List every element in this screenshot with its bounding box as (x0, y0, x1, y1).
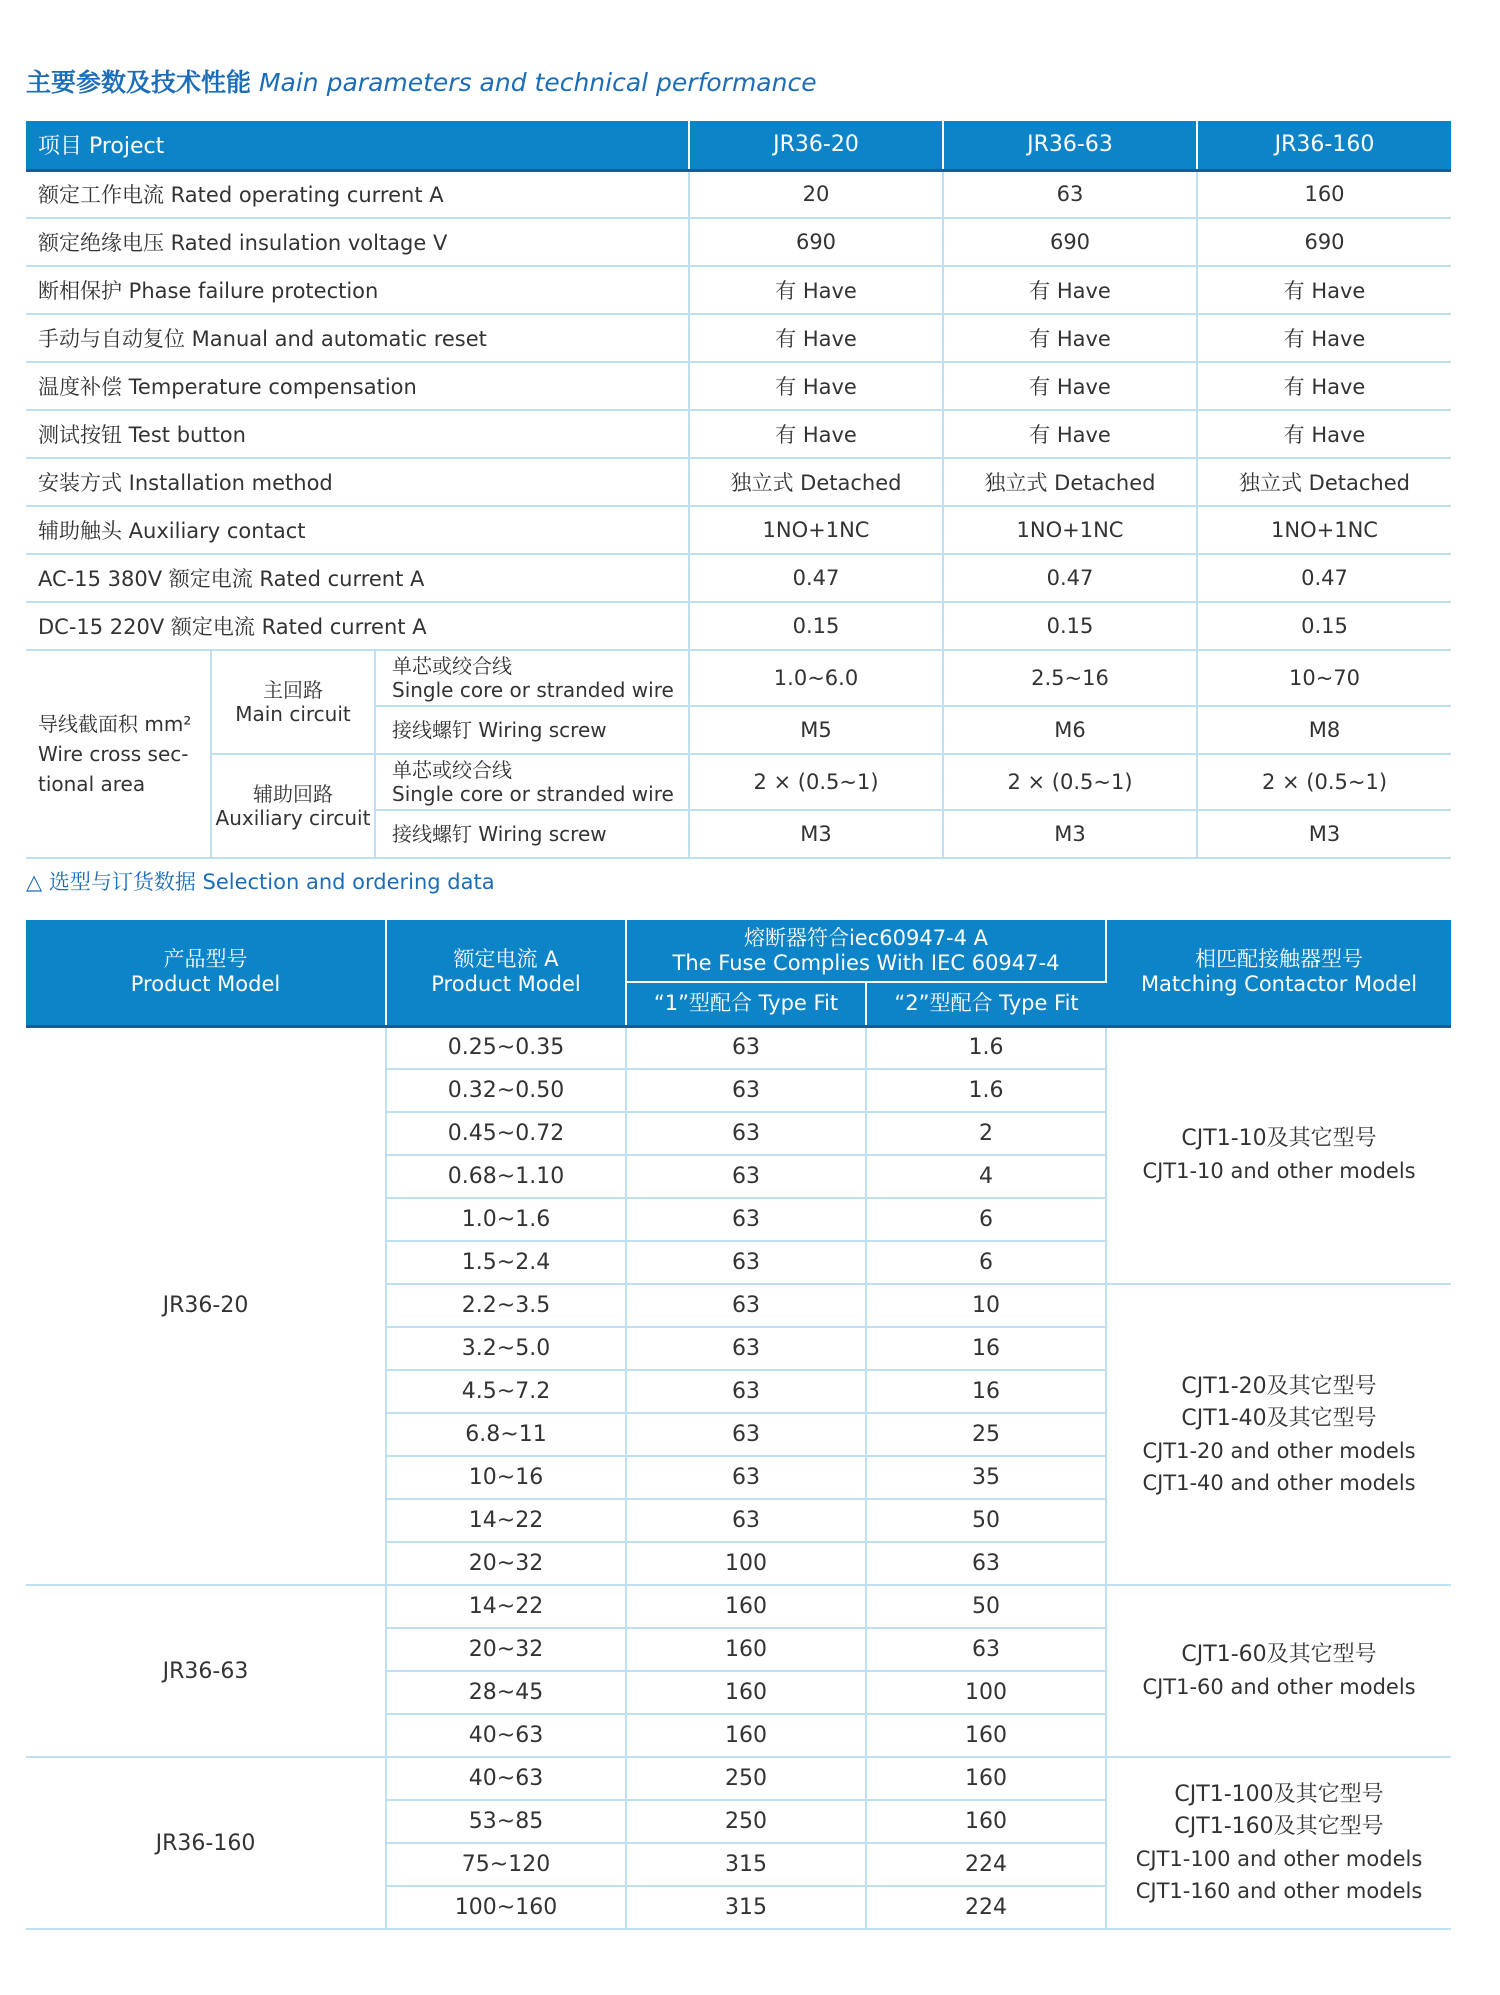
parameter-label: AC-15 380V 额定电流 Rated current A (26, 554, 689, 602)
header-matching-contactor (1106, 920, 1451, 1026)
type2-fuse-cell: 35 (866, 1456, 1106, 1499)
parameter-value: 690 (689, 218, 943, 266)
header-jr36-20: JR36-20 (689, 121, 943, 170)
type1-fuse-cell: 63 (626, 1327, 866, 1370)
type1-fuse-cell: 63 (626, 1370, 866, 1413)
wiring-screw-label: 接线螺钉 Wiring screw (375, 706, 689, 754)
rated-current-cell: 2.2~3.5 (386, 1284, 626, 1327)
parameter-label: 辅助触头 Auxiliary contact (26, 506, 689, 554)
parameter-value: 0.47 (689, 554, 943, 602)
header-jr36-63: JR36-63 (943, 121, 1197, 170)
parameter-value: 有 Have (943, 314, 1197, 362)
type2-fuse-cell: 160 (866, 1714, 1106, 1757)
type2-fuse-cell: 1.6 (866, 1069, 1106, 1112)
parameter-value: 独立式 Detached (689, 458, 943, 506)
type1-fuse-cell: 63 (626, 1284, 866, 1327)
header-product-model (26, 920, 386, 1026)
type2-fuse-cell: 63 (866, 1542, 1106, 1585)
parameter-row (26, 458, 1451, 506)
main-circuit-label (211, 650, 375, 754)
parameter-label: 测试按钮 Test button (26, 410, 689, 458)
rated-current-cell: 1.5~2.4 (386, 1241, 626, 1284)
matching-contactor-line: CJT1-20及其它型号 (1181, 1373, 1377, 1399)
single-core-label (375, 754, 689, 810)
type1-fuse-cell: 63 (626, 1198, 866, 1241)
type1-fuse-cell: 160 (626, 1714, 866, 1757)
rated-current-cell: 10~16 (386, 1456, 626, 1499)
parameter-row (26, 554, 1451, 602)
type2-fuse-cell: 50 (866, 1585, 1106, 1628)
type2-fuse-cell: 16 (866, 1327, 1106, 1370)
aux-circuit-cn: 辅助回路 (253, 782, 333, 806)
type1-fuse-cell: 63 (626, 1499, 866, 1542)
header-product-model-en: Product Model (130, 972, 281, 997)
type2-fuse-cell: 100 (866, 1671, 1106, 1714)
type2-fuse-cell: 10 (866, 1284, 1106, 1327)
parameter-value: 0.15 (689, 602, 943, 650)
header-project: 项目 Project (26, 121, 689, 170)
parameter-label: 额定工作电流 Rated operating current A (26, 170, 689, 218)
section-title (26, 66, 817, 100)
matching-contactor-line: CJT1-60及其它型号 (1181, 1642, 1377, 1667)
wire-value: M6 (943, 706, 1197, 754)
rated-current-cell: 14~22 (386, 1585, 626, 1628)
parameter-value: 有 Have (689, 266, 943, 314)
type1-fuse-cell: 315 (626, 1843, 866, 1886)
type2-fuse-cell: 6 (866, 1198, 1106, 1241)
type2-fuse-cell: 160 (866, 1757, 1106, 1800)
parameter-value: 有 Have (943, 410, 1197, 458)
type1-fuse-cell: 315 (626, 1886, 866, 1929)
rated-current-cell: 20~32 (386, 1628, 626, 1671)
matching-contactor-line: CJT1-10 and other models (1142, 1159, 1416, 1184)
aux-circuit-label (211, 754, 375, 858)
wire-value: M5 (689, 706, 943, 754)
parameter-row (26, 506, 1451, 554)
wire-label-en2: tional area (38, 772, 146, 796)
parameter-value: 1NO+1NC (1197, 506, 1451, 554)
rated-current-cell: 6.8~11 (386, 1413, 626, 1456)
single-core-cn: 单芯或绞合线 (392, 758, 512, 782)
parameter-label: 额定绝缘电压 Rated insulation voltage V (26, 218, 689, 266)
main-circuit-en: Main circuit (235, 702, 351, 726)
parameter-value: 有 Have (1197, 362, 1451, 410)
wire-value: 2.5~16 (943, 650, 1197, 706)
wire-value: 2 × (0.5~1) (1197, 754, 1451, 810)
type1-fuse-cell: 250 (626, 1800, 866, 1843)
type1-fuse-cell: 63 (626, 1413, 866, 1456)
parameter-row (26, 314, 1451, 362)
type2-fuse-cell: 224 (866, 1886, 1106, 1929)
parameter-value: 独立式 Detached (1197, 458, 1451, 506)
single-core-en: Single core or stranded wire (392, 678, 674, 702)
type1-fuse-cell: 63 (626, 1026, 866, 1069)
wire-cross-section-label (26, 650, 211, 858)
parameter-value: 有 Have (1197, 410, 1451, 458)
rated-current-cell: 0.45~0.72 (386, 1112, 626, 1155)
ordering-header-row (26, 920, 1451, 982)
parameter-value: 有 Have (943, 362, 1197, 410)
matching-contactor-line: CJT1-10及其它型号 (1181, 1126, 1377, 1152)
product-model-cell: JR36-63 (26, 1585, 386, 1757)
parameter-value: 独立式 Detached (943, 458, 1197, 506)
parameter-value: 有 Have (689, 314, 943, 362)
rated-current-cell: 53~85 (386, 1800, 626, 1843)
parameter-value: 160 (1197, 170, 1451, 218)
parameter-value: 有 Have (1197, 266, 1451, 314)
parameter-value: 690 (1197, 218, 1451, 266)
type2-fuse-cell: 50 (866, 1499, 1106, 1542)
rated-current-cell: 20~32 (386, 1542, 626, 1585)
parameter-value: 0.47 (943, 554, 1197, 602)
parameter-row (26, 362, 1451, 410)
type1-fuse-cell: 63 (626, 1069, 866, 1112)
type1-fuse-cell: 100 (626, 1542, 866, 1585)
header-fuse (626, 920, 1106, 982)
matching-contactor-line: CJT1-60 and other models (1142, 1675, 1416, 1699)
parameter-value: 1NO+1NC (943, 506, 1197, 554)
rated-current-cell: 28~45 (386, 1671, 626, 1714)
parameter-value: 有 Have (689, 410, 943, 458)
parameters-header-row (26, 121, 1451, 170)
type1-fuse-cell: 160 (626, 1628, 866, 1671)
parameter-row (26, 218, 1451, 266)
header-fuse-cn: 熔断器符合iec60947-4 A (743, 925, 989, 950)
parameter-value: 有 Have (689, 362, 943, 410)
matching-contactor-cell (1106, 1026, 1451, 1284)
type2-fuse-cell: 16 (866, 1370, 1106, 1413)
matching-contactor-line: CJT1-20 and other models (1142, 1438, 1416, 1463)
header-type2-fit: “2”型配合 Type Fit (866, 982, 1106, 1026)
parameters-table (26, 121, 1451, 859)
ordering-row (26, 1757, 1451, 1800)
section-title-cn: 主要参数及技术性能 (26, 68, 252, 97)
single-core-label (375, 650, 689, 706)
wiring-screw-label: 接线螺钉 Wiring screw (375, 810, 689, 858)
matching-contactor-line: CJT1-100及其它型号 (1174, 1782, 1384, 1807)
header-fuse-en: The Fuse Complies With IEC 60947-4 (672, 950, 1060, 975)
wire-label-en1: Wire cross sec- (38, 742, 189, 766)
parameter-value: 63 (943, 170, 1197, 218)
parameter-label: DC-15 220V 额定电流 Rated current A (26, 602, 689, 650)
parameter-label: 手动与自动复位 Manual and automatic reset (26, 314, 689, 362)
selection-title: △ 选型与订货数据 Selection and ordering data (26, 870, 495, 894)
wire-value: M3 (943, 810, 1197, 858)
wire-value: 2 × (0.5~1) (943, 754, 1197, 810)
rated-current-cell: 0.25~0.35 (386, 1026, 626, 1069)
parameter-label: 安装方式 Installation method (26, 458, 689, 506)
rated-current-cell: 75~120 (386, 1843, 626, 1886)
type1-fuse-cell: 160 (626, 1585, 866, 1628)
parameter-value: 有 Have (1197, 314, 1451, 362)
main-circuit-cn: 主回路 (263, 678, 323, 702)
type2-fuse-cell: 6 (866, 1241, 1106, 1284)
rated-current-cell: 100~160 (386, 1886, 626, 1929)
type2-fuse-cell: 1.6 (866, 1026, 1106, 1069)
parameter-value: 0.15 (1197, 602, 1451, 650)
matching-contactor-line: CJT1-160 and other models (1135, 1879, 1423, 1903)
type2-fuse-cell: 63 (866, 1628, 1106, 1671)
header-product-model-cn: 产品型号 (163, 947, 248, 972)
matching-contactor-cell (1106, 1284, 1451, 1585)
product-model-cell: JR36-20 (26, 1026, 386, 1585)
header-matching-en: Matching Contactor Model (1140, 972, 1418, 997)
matching-contactor-line: CJT1-40 and other models (1142, 1470, 1416, 1495)
product-model-cell: JR36-160 (26, 1757, 386, 1929)
wire-value: M3 (1197, 810, 1451, 858)
type2-fuse-cell: 2 (866, 1112, 1106, 1155)
section-title-en: Main parameters and technical performance (258, 68, 817, 97)
parameter-value: 20 (689, 170, 943, 218)
rated-current-cell: 14~22 (386, 1499, 626, 1542)
rated-current-cell: 3.2~5.0 (386, 1327, 626, 1370)
wire-row (26, 754, 1451, 810)
wire-value: 10~70 (1197, 650, 1451, 706)
wire-row (26, 650, 1451, 706)
parameter-value: 有 Have (943, 266, 1197, 314)
rated-current-cell: 1.0~1.6 (386, 1198, 626, 1241)
rated-current-cell: 40~63 (386, 1757, 626, 1800)
rated-current-cell: 40~63 (386, 1714, 626, 1757)
rated-current-cell: 4.5~7.2 (386, 1370, 626, 1413)
matching-contactor-cell (1106, 1585, 1451, 1757)
type1-fuse-cell: 63 (626, 1241, 866, 1284)
parameter-row (26, 266, 1451, 314)
type1-fuse-cell: 63 (626, 1112, 866, 1155)
wire-label-cn: 导线截面积 mm² (38, 712, 192, 736)
type2-fuse-cell: 160 (866, 1800, 1106, 1843)
type1-fuse-cell: 63 (626, 1456, 866, 1499)
parameter-row (26, 410, 1451, 458)
parameter-value: 0.15 (943, 602, 1197, 650)
parameter-row (26, 170, 1451, 218)
ordering-table (26, 920, 1451, 1930)
header-rated-current-en: Product Model (431, 972, 581, 997)
matching-contactor-cell (1106, 1757, 1451, 1929)
matching-contactor-line: CJT1-100 and other models (1135, 1847, 1423, 1871)
rated-current-cell: 0.32~0.50 (386, 1069, 626, 1112)
header-rated-current-cn: 额定电流 A (453, 947, 559, 972)
wire-value: M3 (689, 810, 943, 858)
ordering-row (26, 1585, 1451, 1628)
header-type1-fit: “1”型配合 Type Fit (626, 982, 866, 1026)
wire-value: 1.0~6.0 (689, 650, 943, 706)
parameter-value: 0.47 (1197, 554, 1451, 602)
matching-contactor-line: CJT1-40及其它型号 (1181, 1405, 1377, 1431)
type1-fuse-cell: 63 (626, 1155, 866, 1198)
header-rated-current (386, 920, 626, 1026)
type1-fuse-cell: 160 (626, 1671, 866, 1714)
rated-current-cell: 0.68~1.10 (386, 1155, 626, 1198)
type2-fuse-cell: 25 (866, 1413, 1106, 1456)
single-core-en: Single core or stranded wire (392, 782, 674, 806)
type2-fuse-cell: 4 (866, 1155, 1106, 1198)
matching-contactor-line: CJT1-160及其它型号 (1174, 1814, 1384, 1839)
parameter-label: 断相保护 Phase failure protection (26, 266, 689, 314)
header-jr36-160: JR36-160 (1197, 121, 1451, 170)
parameter-row (26, 602, 1451, 650)
parameter-value: 1NO+1NC (689, 506, 943, 554)
wire-value: 2 × (0.5~1) (689, 754, 943, 810)
single-core-cn: 单芯或绞合线 (392, 654, 512, 678)
aux-circuit-en: Auxiliary circuit (215, 806, 371, 830)
ordering-row (26, 1026, 1451, 1069)
wire-value: M8 (1197, 706, 1451, 754)
header-matching-cn: 相匹配接触器型号 (1195, 947, 1364, 972)
type2-fuse-cell: 224 (866, 1843, 1106, 1886)
type1-fuse-cell: 250 (626, 1757, 866, 1800)
parameter-label: 温度补偿 Temperature compensation (26, 362, 689, 410)
parameter-value: 690 (943, 218, 1197, 266)
